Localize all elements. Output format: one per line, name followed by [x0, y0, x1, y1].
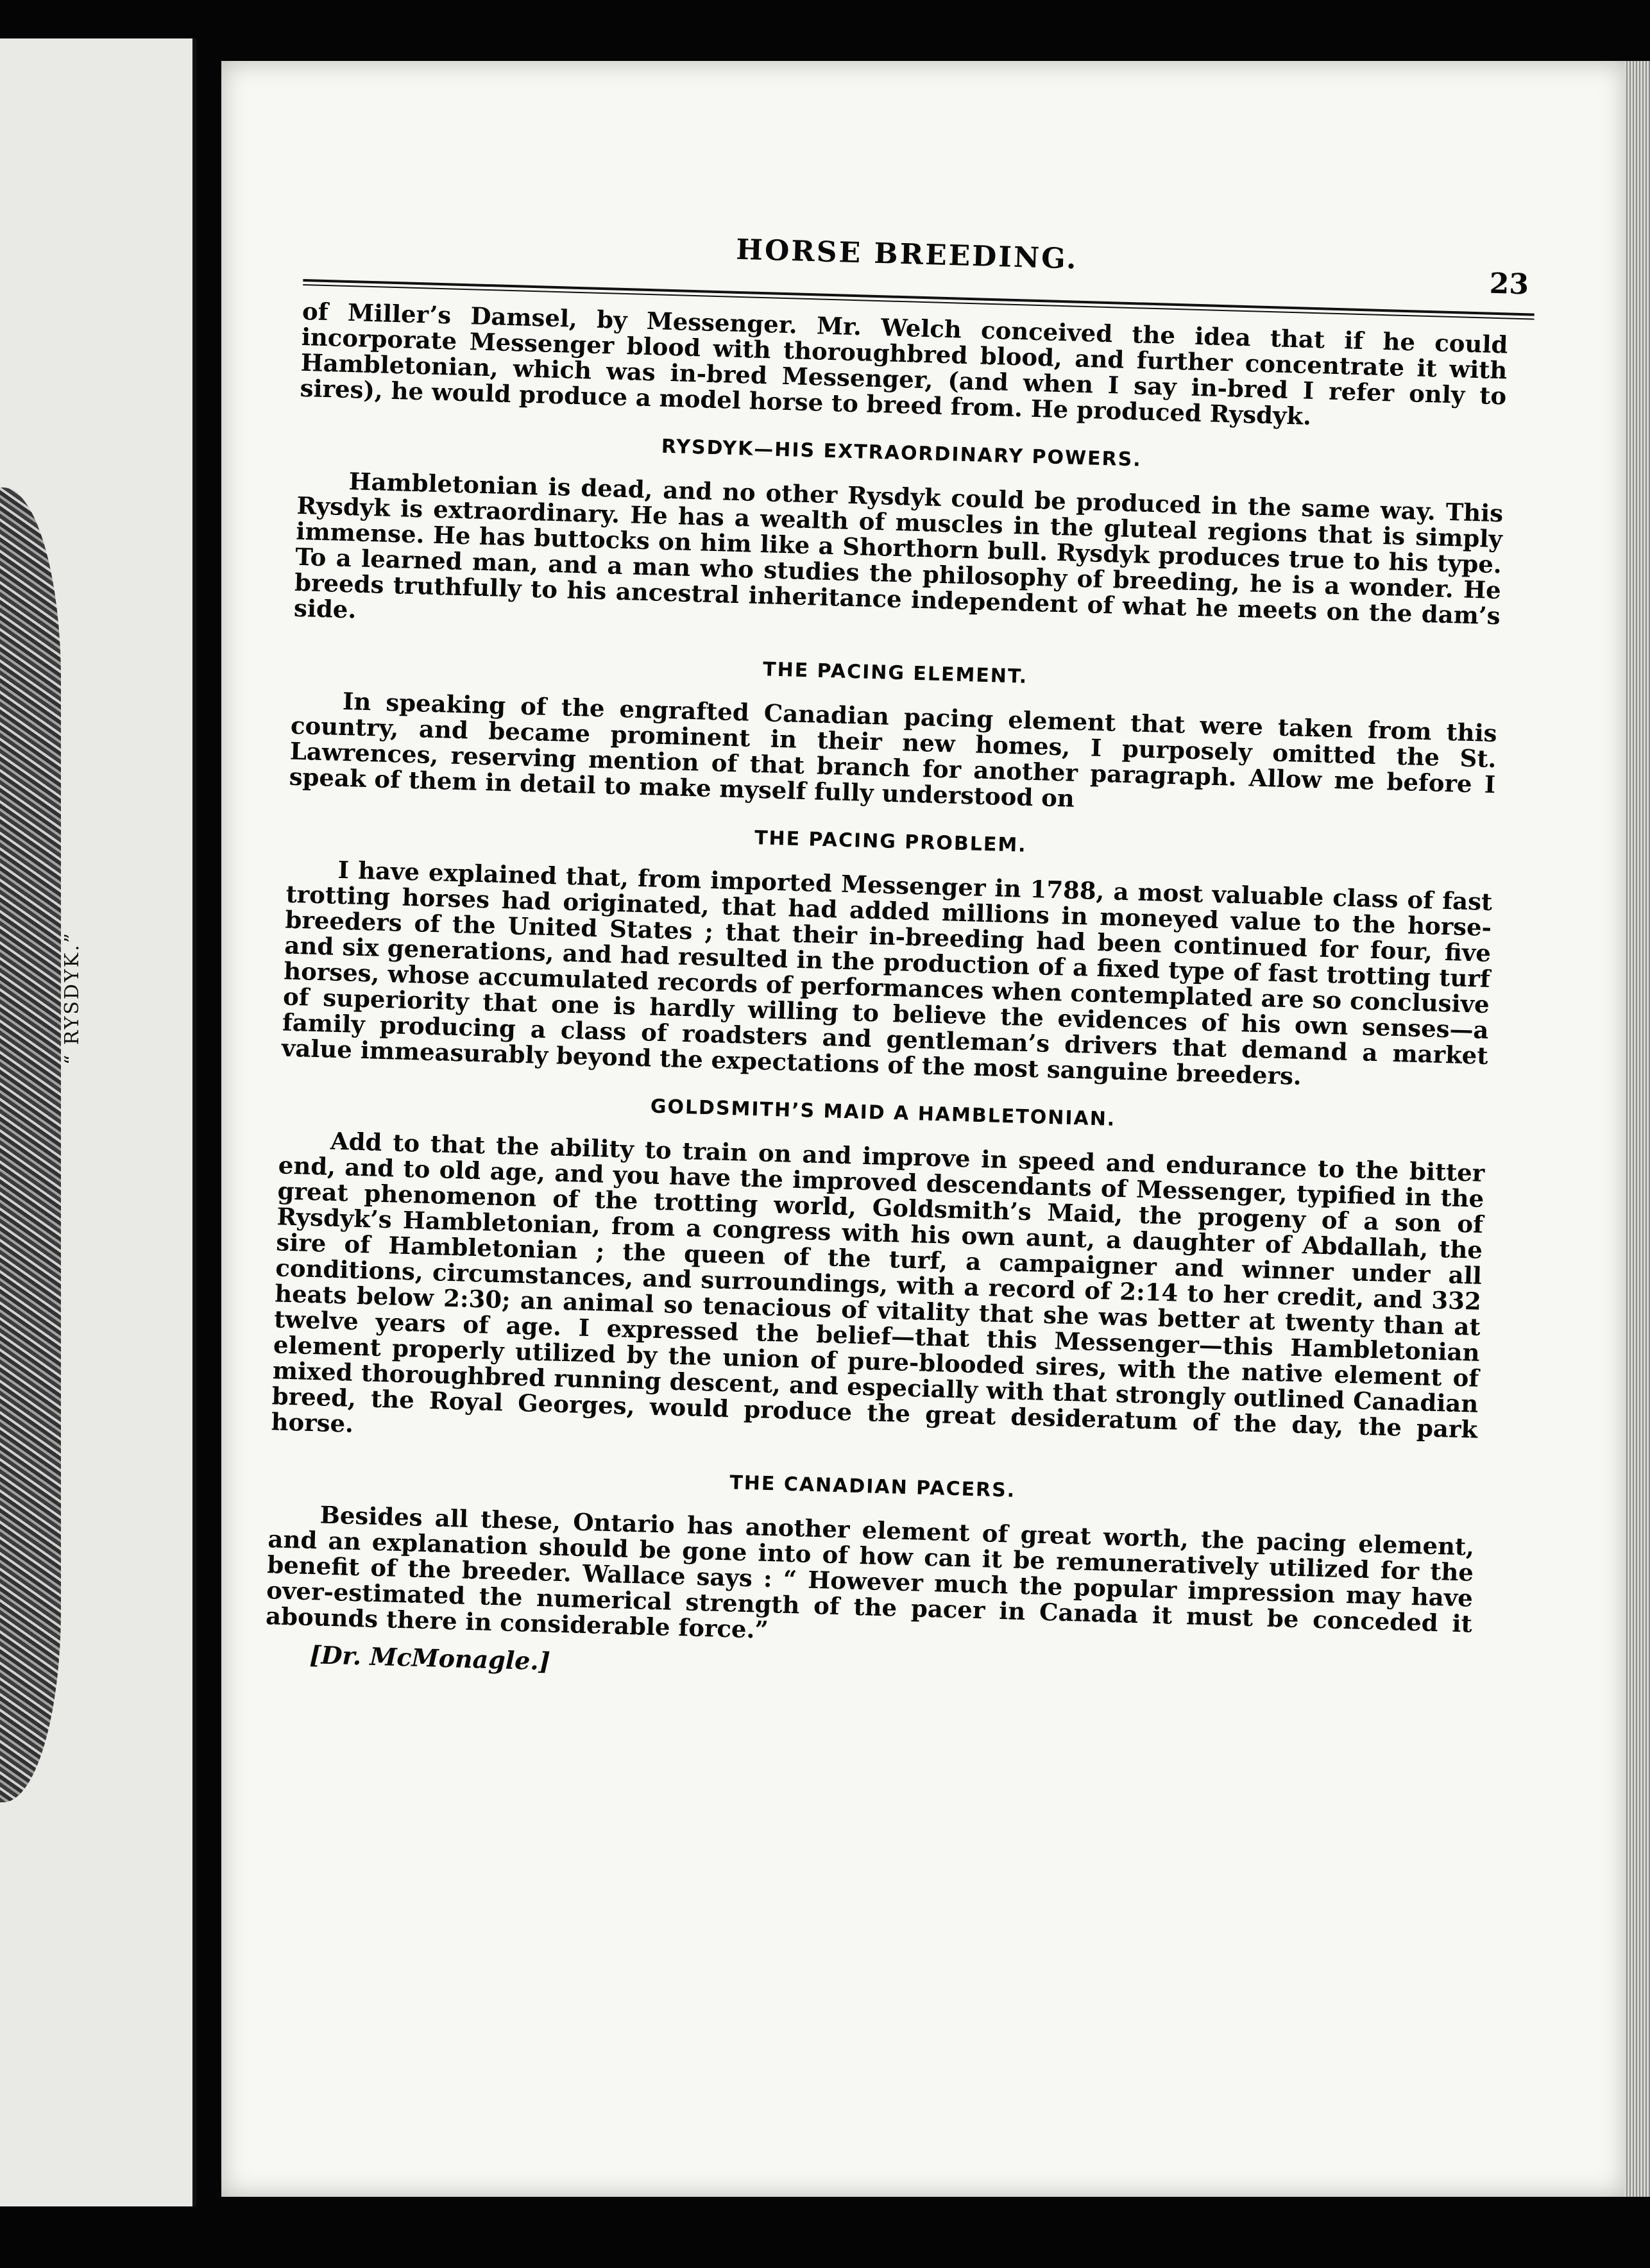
engraving-illustration [0, 487, 61, 1802]
paragraph-continued: of Miller’s Damsel, by Messenger. Mr. Welch conceived the idea that if he could incorporate Messenger blood with thoroughbred blood, and further concentrate it with Hambletonian, which was in-bred Messenger, (and when I say in-bred I refer only to sires), he would produce a model horse to breed from. He produced Rysdyk. [300, 296, 1508, 430]
running-title: HORSE BREEDING. [735, 233, 1079, 276]
page-content [265, 221, 1529, 1676]
illustration-caption: “ RYSDYK.” [61, 931, 83, 1065]
book-page [221, 61, 1626, 2197]
facing-page [0, 38, 196, 2206]
section-heading-canadian-pacers: THE CANADIAN PACERS. [729, 1471, 1016, 1502]
paragraph-goldsmiths-maid: Add to that the ability to train on and improve in speed and endurance to the bitter end, and to old age, and you have the improved descendants of Messenger, typified in the great phenomenon of the trotting world, Goldsmith’s Maid, the progeny of a son of Rysdyk’s Hambletonian, from a congress with his own aunt, a daughter of Abdallah, the sire of Hambletonian ; the queen of the turf, a campaigner and winner under all conditions, circumstances, and surroundings, with a record of 2:14 to her credit, and 332 heats below 2:30; an animal so tenacious of vitality that she was better at twenty than at twelve years of age. I expressed the belief—that this Messenger—this Hambletonian element properly utilized by the union of pure-blooded sires, with the native element of mixed thoroughbred running descent, and especially with that strongly outlined Canadian breed, the Royal Georges, would produce the great desideratum of the day, the park horse. [271, 1126, 1485, 1444]
paragraph-pacing-problem: I have explained that, from imported Messenger in 1788, a most valuable class of fast trotting horses had originated, that had added millions in moneyed value to the horse-breeders of the United States ; that their in-breeding had been continued for four, five and six generations, and had resulted in the production of a fixed type of fast trotting turf horses, whose accumulated records of performances when contemplated are so conclusive of superiority that one is hardly willing to believe the evidences of his own senses—a family producing a class of roadsters and gentleman’s drivers that demand a market value immeasurably beyond the expectations of the most sanguine breeders. [281, 855, 1493, 1090]
page-edges [1624, 61, 1650, 2197]
paragraph-rysdyk: Hambletonian is dead, and no other Rysdyk could be produced in the same way. This Rysdyk is extraordinary. He has a wealth of muscles in the gluteal regions that is simply immense. He has buttocks on him like a Shorthorn bull. Rysdyk produces true to his type. To a learned man, and a man who studies the philosophy of breeding, he is a wonder. He breeds truthfully to his ancestral inheritance independent of what he meets on the dam’s side. [293, 467, 1504, 630]
section-heading-pacing-element: THE PACING ELEMENT. [762, 658, 1028, 688]
author-signature: [Dr. McMonagle.] [309, 1640, 551, 1676]
section-heading-rysdyk: RYSDYK—HIS EXTRAORDINARY POWERS. [661, 435, 1143, 471]
body-text [264, 298, 1508, 1702]
section-heading-goldsmiths-maid: GOLDSMITH’S MAID A HAMBLETONIAN. [650, 1095, 1116, 1131]
page-number: 23 [1489, 267, 1529, 301]
section-heading-pacing-problem: THE PACING PROBLEM. [754, 826, 1028, 857]
paragraph-canadian-pacers: Besides all these, Ontario has another element of great worth, the pacing element, and an explanation should be gone into of how can it be remuneratively utilized for the benefit of the breeder. Wallace says : “ However much the popular impression may have over-estimated the numerical strength of the pacer in Canada it must be conceded it abounds there in considerable force.” [265, 1500, 1475, 1645]
paragraph-pacing-element: In speaking of the engrafted Canadian pacing element that were taken from this country, and became prominent in their new homes, I purposely omitted the St. Lawrences, reserving mention of that branch for another paragraph. Allow me before I speak of them in detail to make myself fully understood on [289, 686, 1498, 813]
